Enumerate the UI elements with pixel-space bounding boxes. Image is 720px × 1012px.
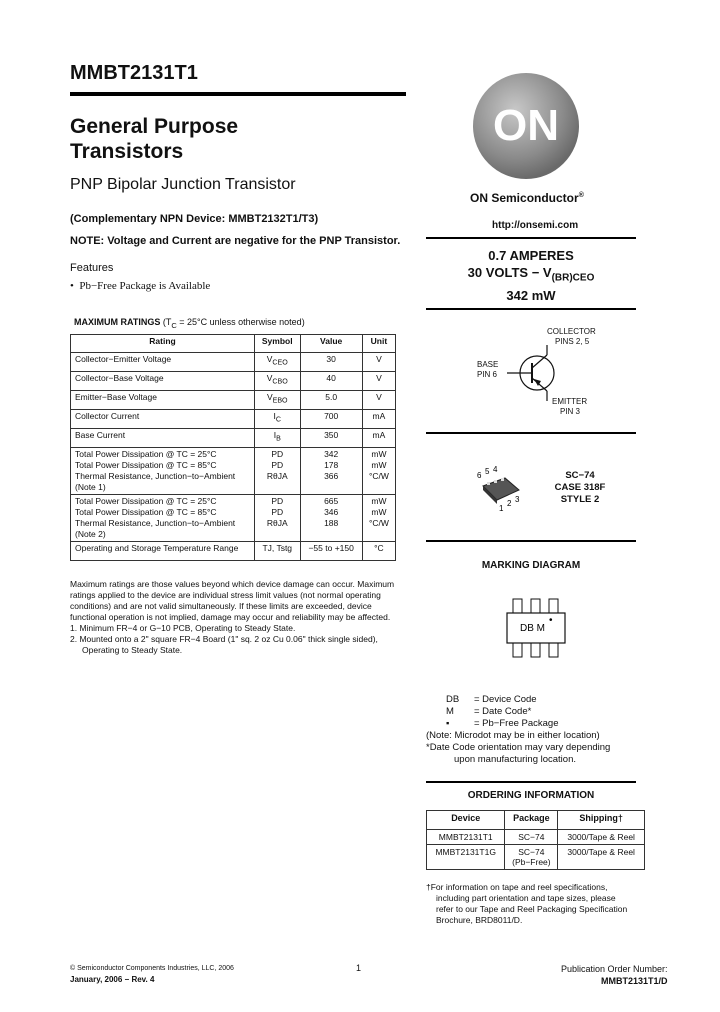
symbol-cell: PD PD RθJA bbox=[255, 448, 301, 495]
feature-item bbox=[70, 280, 210, 292]
symbol-cell: $V_{CEO}$ bbox=[255, 353, 301, 372]
collector-label: COLLECTOR PINS 2, 5 bbox=[547, 327, 596, 346]
rating-cell: Total Power Dissipation @ TC = 25°C Total Power Dissipation @ TC = 85°C Thermal Resistance, Junction−to−Ambient (Note 2) bbox=[71, 495, 255, 542]
title-line-1: General Purpose bbox=[70, 115, 239, 138]
value-cell: 342 178 366 bbox=[300, 448, 362, 495]
feature-text: Pb−Free Package is Available bbox=[79, 280, 211, 292]
date-code-note: *Date Code orientation may vary depending bbox=[426, 742, 611, 753]
pub-label: Publication Order Number: bbox=[561, 964, 668, 974]
symbol-cell: $I_C$ bbox=[255, 410, 301, 429]
unit-cell: V bbox=[362, 372, 395, 391]
package-case: CASE 318F bbox=[554, 482, 606, 493]
logo-text: ON bbox=[493, 101, 559, 150]
microdot-note: (Note: Microdot may be in either location) bbox=[426, 730, 600, 741]
on-logo-icon bbox=[472, 72, 580, 180]
package-name: SC−74 bbox=[565, 470, 595, 481]
ordering-table bbox=[426, 810, 645, 870]
legend-row: M = Date Code* bbox=[446, 706, 532, 717]
pub-number: MMBT2131T1/D bbox=[601, 976, 668, 986]
features-heading: Features bbox=[70, 262, 114, 274]
symbol-cell: $I_B$ bbox=[255, 429, 301, 448]
svg-text:2: 2 bbox=[507, 499, 512, 508]
footer-right bbox=[561, 963, 668, 987]
package-style: STYLE 2 bbox=[560, 494, 600, 505]
spec-current: 0.7 AMPERES bbox=[488, 248, 574, 263]
table-row bbox=[71, 372, 396, 391]
value-cell: 665 346 188 bbox=[300, 495, 362, 542]
bullet: • bbox=[70, 280, 74, 292]
value-cell: −55 to +150 bbox=[300, 542, 362, 561]
rating-cell: Base Current bbox=[71, 429, 255, 448]
table-row bbox=[71, 542, 396, 561]
revision-date: January, 2006 − Rev. 4 bbox=[70, 975, 155, 984]
rating-cell: Collector−Emitter Voltage bbox=[71, 353, 255, 372]
complementary-device: (Complementary NPN Device: MMBT2132T1/T3) bbox=[70, 213, 319, 225]
marking-legend bbox=[426, 694, 610, 766]
divider bbox=[426, 540, 636, 542]
unit-cell: °C bbox=[362, 542, 395, 561]
symbol-cell: TJ, Tstg bbox=[255, 542, 301, 561]
device-cell: MMBT2131T1G bbox=[427, 845, 505, 870]
marking-code: DB M bbox=[520, 623, 545, 634]
svg-text:1: 1 bbox=[499, 504, 504, 512]
rating-cell: Collector Current bbox=[71, 410, 255, 429]
base-label: BASE PIN 6 bbox=[477, 360, 499, 379]
unit-cell: mA bbox=[362, 429, 395, 448]
rating-cell: Collector−Base Voltage bbox=[71, 372, 255, 391]
col-rating: Rating bbox=[71, 335, 255, 353]
value-cell: 40 bbox=[300, 372, 362, 391]
ordering-heading: ORDERING INFORMATION bbox=[467, 790, 595, 801]
part-number: MMBT2131T1 bbox=[70, 62, 198, 84]
table-row bbox=[71, 429, 396, 448]
col-shipping: Shipping† bbox=[558, 811, 645, 830]
value-cell: 5.0 bbox=[300, 391, 362, 410]
divider bbox=[426, 308, 636, 310]
table-row bbox=[71, 353, 396, 372]
max-ratings-cond-open: (T bbox=[162, 317, 172, 327]
value-cell: 350 bbox=[300, 429, 362, 448]
value-cell: 30 bbox=[300, 353, 362, 372]
ratings-disclaimer bbox=[70, 579, 400, 656]
copyright: © Semiconductor Components Industries, LLC, 2006 bbox=[70, 965, 234, 972]
rating-cell: Total Power Dissipation @ TC = 25°C Total Power Dissipation @ TC = 85°C Thermal Resistance, Junction−to−Ambient (Note 1) bbox=[71, 448, 255, 495]
date-code-note-cont: upon manufacturing location. bbox=[454, 754, 576, 765]
note-2: 2. Mounted onto a 2" square FR−4 Board (1" sq. 2 oz Cu 0.06" thick single sided), Operating to Steady State. bbox=[70, 634, 378, 655]
svg-text:5: 5 bbox=[485, 467, 490, 476]
marking-heading: MARKING DIAGRAM bbox=[481, 560, 581, 571]
spec-summary bbox=[426, 247, 636, 304]
page-number: 1 bbox=[356, 963, 362, 973]
max-ratings-cond-rest: = 25°C unless otherwise noted) bbox=[176, 317, 305, 327]
brand-name: ON Semiconductor® bbox=[470, 191, 584, 205]
col-value: Value bbox=[300, 335, 362, 353]
spec-power: 342 mW bbox=[506, 287, 556, 303]
symbol-cell: $V_{CBO}$ bbox=[255, 372, 301, 391]
unit-cell: V bbox=[362, 391, 395, 410]
max-ratings-table bbox=[70, 334, 396, 561]
col-package: Package bbox=[505, 811, 558, 830]
unit-cell: V bbox=[362, 353, 395, 372]
spec-voltage: 30 VOLTS − $V_{(BR)CEO}$ bbox=[467, 265, 595, 284]
unit-cell: mA bbox=[362, 410, 395, 429]
divider bbox=[426, 237, 636, 239]
col-device: Device bbox=[427, 811, 505, 830]
shipping-cell: 3000/Tape & Reel bbox=[558, 830, 645, 845]
website-link[interactable]: http://onsemi.com bbox=[492, 220, 579, 231]
col-unit: Unit bbox=[362, 335, 395, 353]
svg-text:4: 4 bbox=[493, 465, 498, 474]
rating-cell: Operating and Storage Temperature Range bbox=[71, 542, 255, 561]
package-info bbox=[540, 470, 620, 506]
polarity-note: NOTE: Voltage and Current are negative for the PNP Transistor. bbox=[70, 235, 401, 247]
emitter-label: EMITTER PIN 3 bbox=[552, 397, 588, 416]
table-header-row bbox=[427, 811, 645, 830]
col-symbol: Symbol bbox=[255, 335, 301, 353]
title-rule bbox=[70, 92, 406, 96]
unit-cell: mW mW °C/W bbox=[362, 495, 395, 542]
table-row bbox=[71, 410, 396, 429]
svg-text:6: 6 bbox=[477, 471, 482, 480]
divider bbox=[426, 432, 636, 434]
title-line-2: Transistors bbox=[70, 140, 184, 163]
legend-row: DB = Device Code bbox=[446, 694, 537, 705]
table-header-row bbox=[71, 335, 396, 353]
package-cell: SC−74 (Pb−Free) bbox=[505, 845, 558, 870]
table-row bbox=[427, 830, 645, 845]
microdot: • bbox=[549, 615, 553, 626]
legend-row: ▪ = Pb−Free Package bbox=[446, 718, 559, 729]
table-row bbox=[71, 448, 396, 495]
footer-left bbox=[70, 963, 234, 986]
unit-cell: mW mW °C/W bbox=[362, 448, 395, 495]
divider bbox=[426, 781, 636, 783]
disclaimer-text: Maximum ratings are those values beyond which device damage can occur. Maximum ratings applied to the device are individual stress limit values (not normal operating conditions) and are not valid simultaneously. If these limits are exceeded, device functional operation is not implied, damage may occur and reliability may be affected. bbox=[70, 579, 395, 622]
table-row bbox=[71, 391, 396, 410]
rating-cell: Emitter−Base Voltage bbox=[71, 391, 255, 410]
table-row bbox=[71, 495, 396, 542]
sc74-package-icon bbox=[473, 464, 529, 512]
subtitle: PNP Bipolar Junction Transistor bbox=[70, 176, 296, 193]
max-ratings-cond-sub: C bbox=[171, 320, 177, 330]
pnp-transistor-icon bbox=[505, 345, 565, 401]
symbol-cell: PD PD RθJA bbox=[255, 495, 301, 542]
note-1: 1. Minimum FR−4 or G−10 PCB, Operating to Steady State. bbox=[70, 623, 296, 633]
value-cell: 700 bbox=[300, 410, 362, 429]
symbol-cell: $V_{EBO}$ bbox=[255, 391, 301, 410]
svg-text:3: 3 bbox=[515, 495, 520, 504]
device-cell: MMBT2131T1 bbox=[427, 830, 505, 845]
ordering-note: †For information on tape and reel specifications, including part orientation and tape sizes, please refer to our Tape and Reel Packaging Specification Brochure, BRD8011/D. bbox=[426, 882, 628, 925]
max-ratings-title: MAXIMUM RATINGS bbox=[74, 317, 161, 327]
package-cell: SC−74 bbox=[505, 830, 558, 845]
max-ratings-heading bbox=[74, 317, 305, 330]
marking-diagram-icon bbox=[505, 597, 569, 661]
table-row bbox=[427, 845, 645, 870]
shipping-cell: 3000/Tape & Reel bbox=[558, 845, 645, 870]
page-title bbox=[70, 114, 238, 164]
